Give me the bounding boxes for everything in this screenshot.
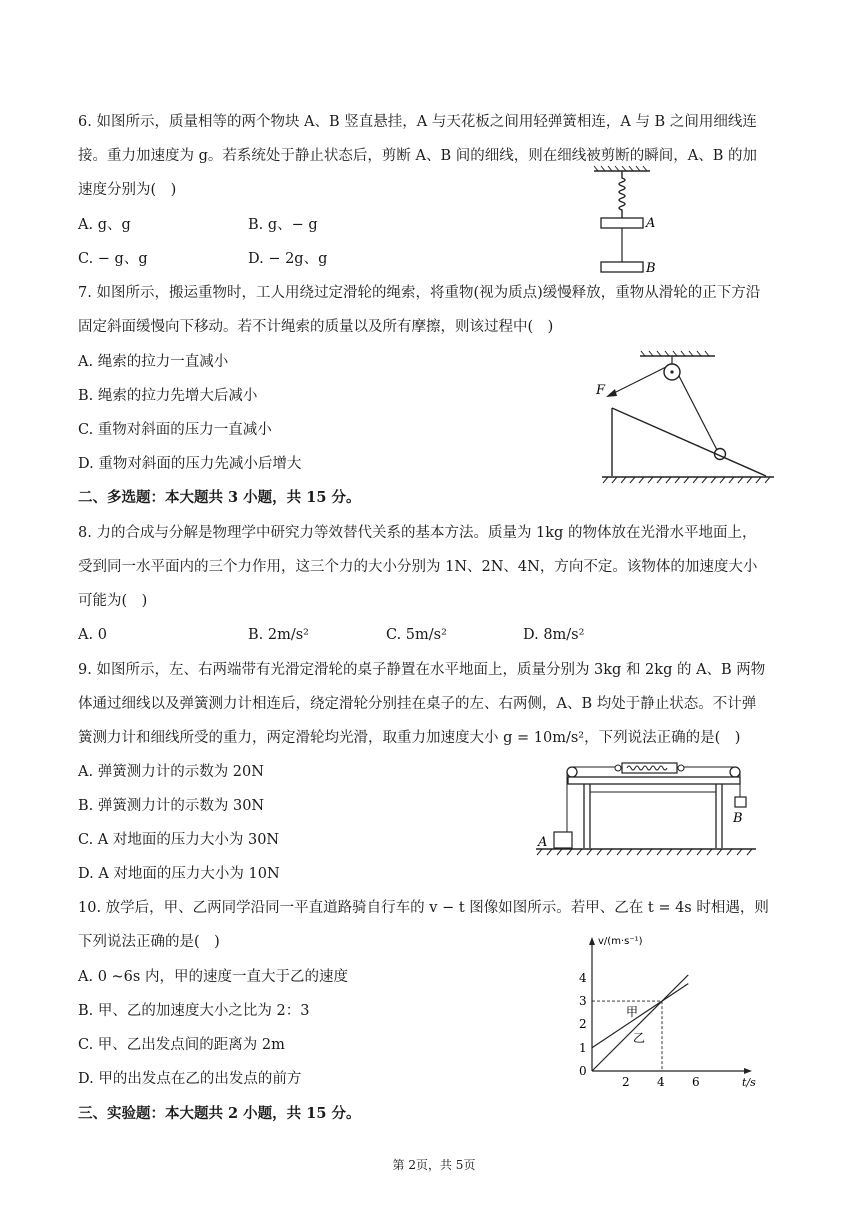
y-axis-arrow bbox=[589, 937, 595, 945]
spring-block-figure bbox=[590, 168, 670, 280]
y-axis-label: v/(m·s⁻¹) bbox=[598, 936, 643, 947]
q10-line-1: 10. 放学后，甲、乙两同学沿同一平直道路骑自行车的 v − t 图像如图所示。若甲、乙在 t = 4s 时相遇，则 bbox=[78, 900, 769, 916]
q9-line-1: 9. 如图所示，左、右两端带有光滑定滑轮的桌子静置在水平地面上，质量分别为 3kg 和 2kg 的 A、B 两物 bbox=[78, 662, 766, 678]
q9-line-3: 簧测力计和细线所受的重力，两定滑轮均光滑，取重力加速度大小 g = 10m/s²，下列说法正确的是( ) bbox=[78, 730, 741, 746]
q8-option-a: A. 0 bbox=[78, 627, 107, 643]
block-a-label: A bbox=[646, 216, 656, 231]
q9-line-2: 体通过细线以及弹簧测力计相连后，绕定滑轮分别挂在桌子的左、右两侧，A、B 均处于静止状态。不计弹 bbox=[78, 696, 757, 712]
q6-line-3: 速度分别为( ) bbox=[78, 182, 177, 198]
q8-option-d: D. 8m/s² bbox=[523, 627, 585, 643]
series-label-yi: 乙 bbox=[633, 1031, 646, 1045]
block-b-label-q9: B bbox=[733, 811, 743, 826]
q8-line-1: 8. 力的合成与分解是物理学中研究力等效替代关系的基本方法。质量为 1kg 的物体放在光滑水平地面上， bbox=[78, 525, 757, 541]
x-axis-label: t/s bbox=[742, 1076, 756, 1089]
pulley-incline-figure bbox=[590, 350, 780, 490]
q6-line-1: 6. 如图所示，质量相等的两个物块 A、B 竖直悬挂，A 与天花板之间用轻弹簧相连，A 与 B 之间用细线连 bbox=[78, 114, 757, 130]
q6-option-b: B. g、− g bbox=[248, 217, 318, 233]
x-tick-4: 4 bbox=[657, 1075, 665, 1089]
x-tick-2: 2 bbox=[622, 1075, 630, 1089]
q10-option-a: A. 0 ~6s 内，甲的速度一直大于乙的速度 bbox=[78, 969, 348, 985]
y-tick-0: 0 bbox=[579, 1064, 587, 1078]
section-2-heading: 二、多选题：本大题共 3 小题，共 15 分。 bbox=[78, 489, 361, 506]
q6-option-c: C. − g、g bbox=[78, 251, 148, 267]
q8-line-3: 可能为( ) bbox=[78, 593, 148, 609]
force-f-label: F bbox=[596, 383, 606, 398]
q7-line-1: 7. 如图所示，搬运重物时，工人用绕过定滑轮的绳索，将重物(视为质点)缓慢释放，重物从滑轮的正下方沿 bbox=[78, 285, 761, 301]
page-footer: 第 2页，共 5页 bbox=[392, 1158, 476, 1172]
x-tick-6: 6 bbox=[692, 1075, 700, 1089]
q10-line-2: 下列说法正确的是( ) bbox=[78, 934, 220, 950]
q7-option-b: B. 绳索的拉力先增大后减小 bbox=[78, 388, 258, 404]
vt-graph bbox=[570, 930, 770, 1090]
y-tick-3: 3 bbox=[579, 994, 587, 1008]
q7-option-a: A. 绳索的拉力一直减小 bbox=[78, 354, 229, 370]
q8-option-b: B. 2m/s² bbox=[248, 627, 309, 643]
q9-option-d: D. A 对地面的压力大小为 10N bbox=[78, 866, 280, 882]
x-axis-arrow bbox=[744, 1068, 752, 1074]
series-group bbox=[592, 975, 688, 1071]
q6-option-d: D. − 2g、g bbox=[248, 251, 328, 267]
y-tick-1: 1 bbox=[579, 1041, 587, 1055]
series-line-jia bbox=[592, 975, 688, 1071]
y-tick-4: 4 bbox=[579, 971, 587, 985]
q7-option-d: D. 重物对斜面的压力先减小后增大 bbox=[78, 456, 302, 472]
q6-line-2: 接。重力加速度为 g。若系统处于静止状态后，剪断 A、B 间的细线，则在细线被剪断的瞬间，A、B 的加 bbox=[78, 148, 757, 164]
q10-option-b: B. 甲、乙的加速度大小之比为 2：3 bbox=[78, 1003, 310, 1019]
q7-option-c: C. 重物对斜面的压力一直减小 bbox=[78, 422, 272, 438]
q9-option-b: B. 弹簧测力计的示数为 30N bbox=[78, 798, 265, 814]
q10-option-c: C. 甲、乙出发点间的距离为 2m bbox=[78, 1037, 285, 1053]
block-a-label-q9: A bbox=[538, 835, 548, 850]
series-label-jia: 甲 bbox=[626, 1005, 639, 1019]
q6-option-a: A. g、g bbox=[78, 217, 131, 233]
table-pulley-figure bbox=[532, 760, 762, 860]
q7-line-2: 固定斜面缓慢向下移动。若不计绳索的质量以及所有摩擦，则该过程中( ) bbox=[78, 319, 554, 335]
q9-option-c: C. A 对地面的压力大小为 30N bbox=[78, 832, 280, 848]
y-tick-2: 2 bbox=[579, 1017, 587, 1031]
q8-line-2: 受到同一水平面内的三个力作用，这三个力的大小分别为 1N、2N、4N，方向不定。该物体的加速度大小 bbox=[78, 559, 758, 575]
q10-option-d: D. 甲的出发点在乙的出发点的前方 bbox=[78, 1071, 302, 1087]
block-b-label: B bbox=[646, 261, 656, 276]
q9-option-a: A. 弹簧测力计的示数为 20N bbox=[78, 764, 264, 780]
q8-option-c: C. 5m/s² bbox=[386, 627, 447, 643]
section-3-heading: 三、实验题：本大题共 2 小题，共 15 分。 bbox=[78, 1105, 361, 1122]
